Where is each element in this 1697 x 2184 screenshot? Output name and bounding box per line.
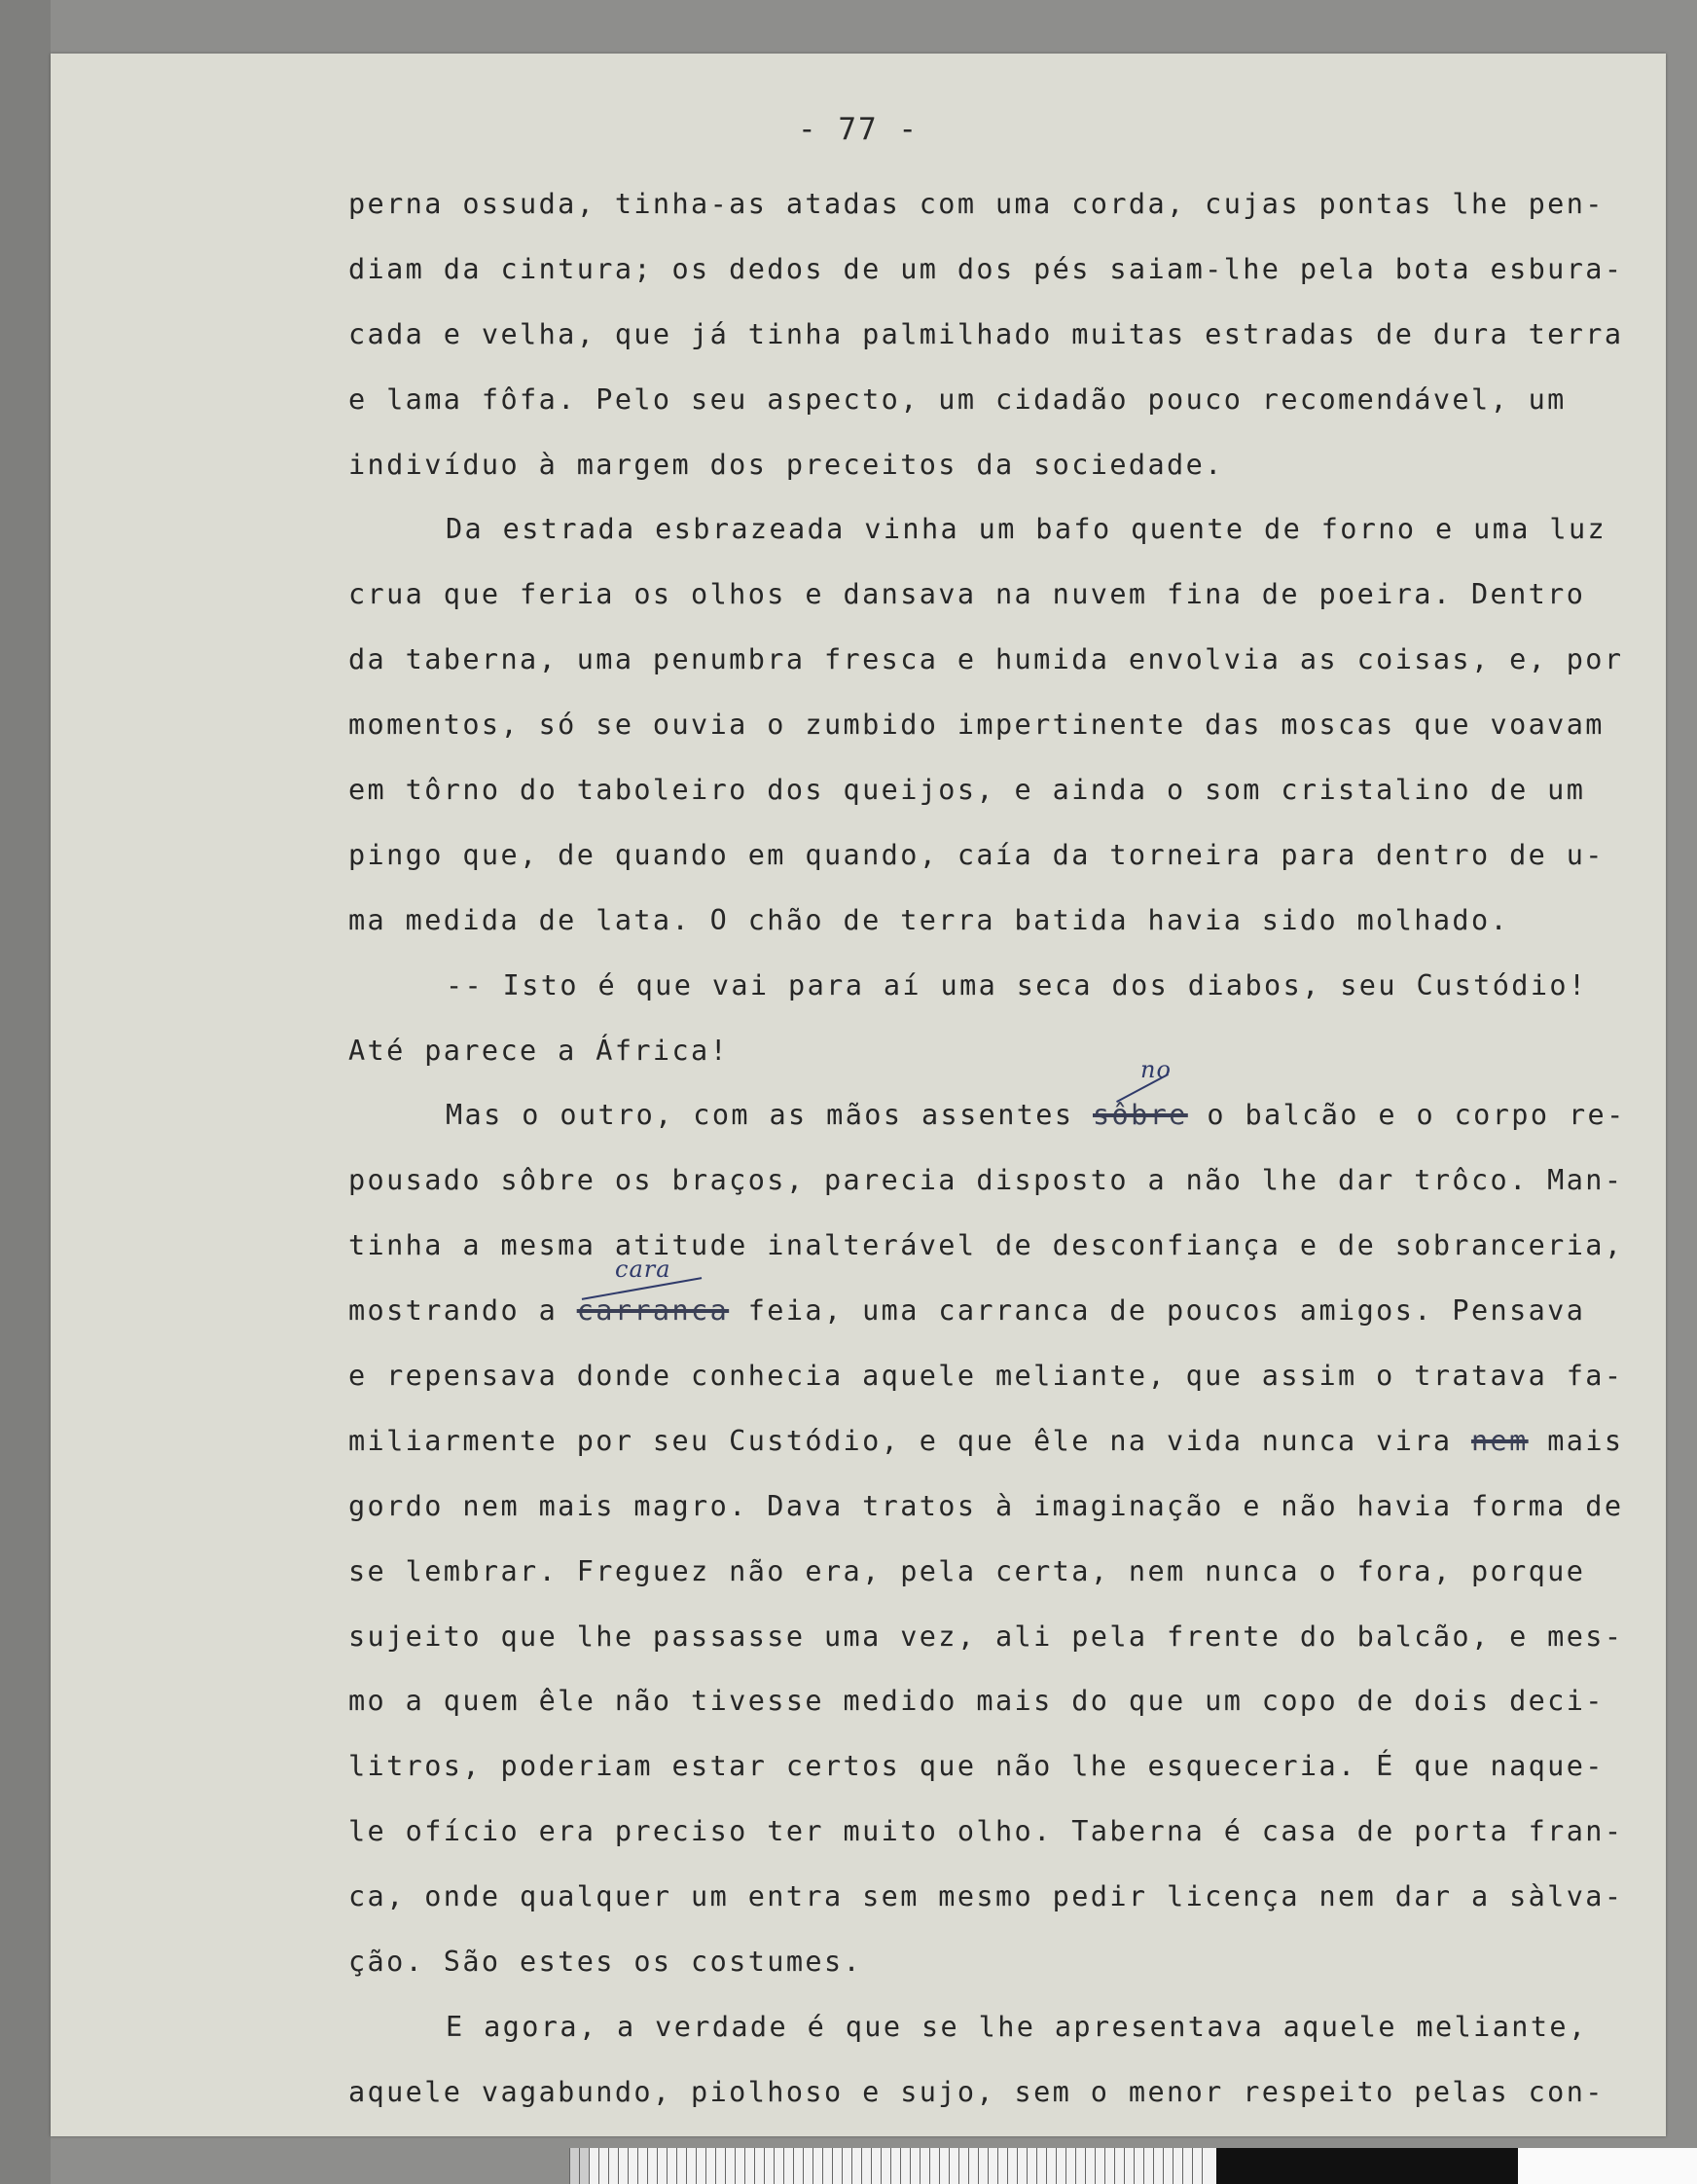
struck-word: carranca (576, 1294, 730, 1328)
dialogue-line: -- Isto é que vai para aí uma seca dos diabos, seu Custódio! (446, 968, 1588, 1001)
handwritten-correction-no: no (1140, 1056, 1172, 1083)
text-line (348, 1409, 1697, 1474)
page-number: - 77 - (798, 112, 919, 147)
scan-background (0, 0, 51, 2184)
text-span: mostrando a (348, 1294, 577, 1328)
text-line: momentos, só se ouvia o zumbido impertinente das moscas que voavam (348, 709, 1605, 742)
text-line: e lama fôfa. Pelo seu aspecto, um cidadão pouco recomendável, um (348, 382, 1567, 416)
text-span: feia, uma carranca de poucos amigos. Pensava (729, 1294, 1586, 1328)
text-line: mo a quem êle não tivesse medido mais do que um copo de dois deci- (348, 1685, 1605, 1718)
handwritten-correction-cara: cara (615, 1256, 671, 1283)
paragraph-start: E agora, a verdade é que se lhe apresentava aquele meliante, (446, 2010, 1588, 2043)
text-line: em tôrno do taboleiro dos queijos, e ainda o som cristalino de um (348, 774, 1586, 807)
text-line: indivíduo à margem dos preceitos da sociedade. (348, 448, 1224, 481)
text-line: tinha a mesma atitude inalterável de desconfiança e de sobranceria, (348, 1229, 1624, 1262)
text-span: Mas o outro, com as mãos assentes (446, 1099, 1093, 1132)
text-span: mais (1528, 1424, 1624, 1457)
text-line: crua que feria os olhos e dansava na nuvem fina de poeira. Dentro (348, 578, 1586, 611)
body-text (348, 172, 1697, 2126)
scale-ruler (569, 2148, 1697, 2184)
text-line: pousado sôbre os braços, parecia disposto a não lhe dar trôco. Man- (348, 1164, 1624, 1197)
text-line: gordo nem mais magro. Dava tratos à imaginação e não havia forma de (348, 1489, 1624, 1522)
struck-word: nem (1470, 1424, 1529, 1457)
text-line: se lembrar. Freguez não era, pela certa, nem nunca o fora, porque (348, 1554, 1586, 1587)
text-line (348, 1279, 1697, 1344)
text-line: ca, onde qualquer um entra sem mesmo pedir licença nem dar a sàlva- (348, 1880, 1624, 1913)
text-line: diam da cintura; os dedos de um dos pés saiam-lhe pela bota esbura- (348, 252, 1624, 285)
text-line: cada e velha, que já tinha palmilhado muitas estradas de dura terra (348, 317, 1624, 350)
text-span: miliarmente por seu Custódio, e que êle na vida nunca vira (348, 1424, 1471, 1457)
paragraph-start: Da estrada esbrazeada vinha um bafo quente de forno e uma luz (446, 513, 1607, 546)
text-line: aquele vagabundo, piolhoso e sujo, sem o menor respeito pelas con- (348, 2075, 1605, 2108)
ruler-ticks (569, 2148, 1211, 2184)
text-line: sujeito que lhe passasse uma vez, ali pela frente do balcão, e mes- (348, 1620, 1624, 1653)
text-line: le ofício era preciso ter muito olho. Taberna é casa de porta fran- (348, 1815, 1624, 1848)
text-line: litros, poderiam estar certos que não lhe esqueceria. É que naque- (348, 1750, 1605, 1783)
text-span: o balcão e o corpo re- (1187, 1099, 1626, 1132)
text-line: Até parece a África! (348, 1034, 730, 1067)
text-line: ção. São estes os costumes. (348, 1946, 863, 1979)
text-line: perna ossuda, tinha-as atadas com uma corda, cujas pontas lhe pen- (348, 188, 1605, 220)
struck-word: sôbre (1093, 1099, 1188, 1132)
color-patch-white (1518, 2148, 1697, 2184)
color-patch-black (1216, 2148, 1518, 2184)
text-line: da taberna, uma penumbra fresca e humida envolvia as coisas, e, por (348, 643, 1624, 676)
document-page (51, 54, 1666, 2136)
text-line: ma medida de lata. O chão de terra batida havia sido molhado. (348, 903, 1510, 936)
text-line: pingo que, de quando em quando, caía da torneira para dentro de u- (348, 838, 1605, 871)
paragraph-start (348, 1083, 1697, 1148)
text-line: e repensava donde conhecia aquele meliante, que assim o tratava fa- (348, 1360, 1624, 1393)
